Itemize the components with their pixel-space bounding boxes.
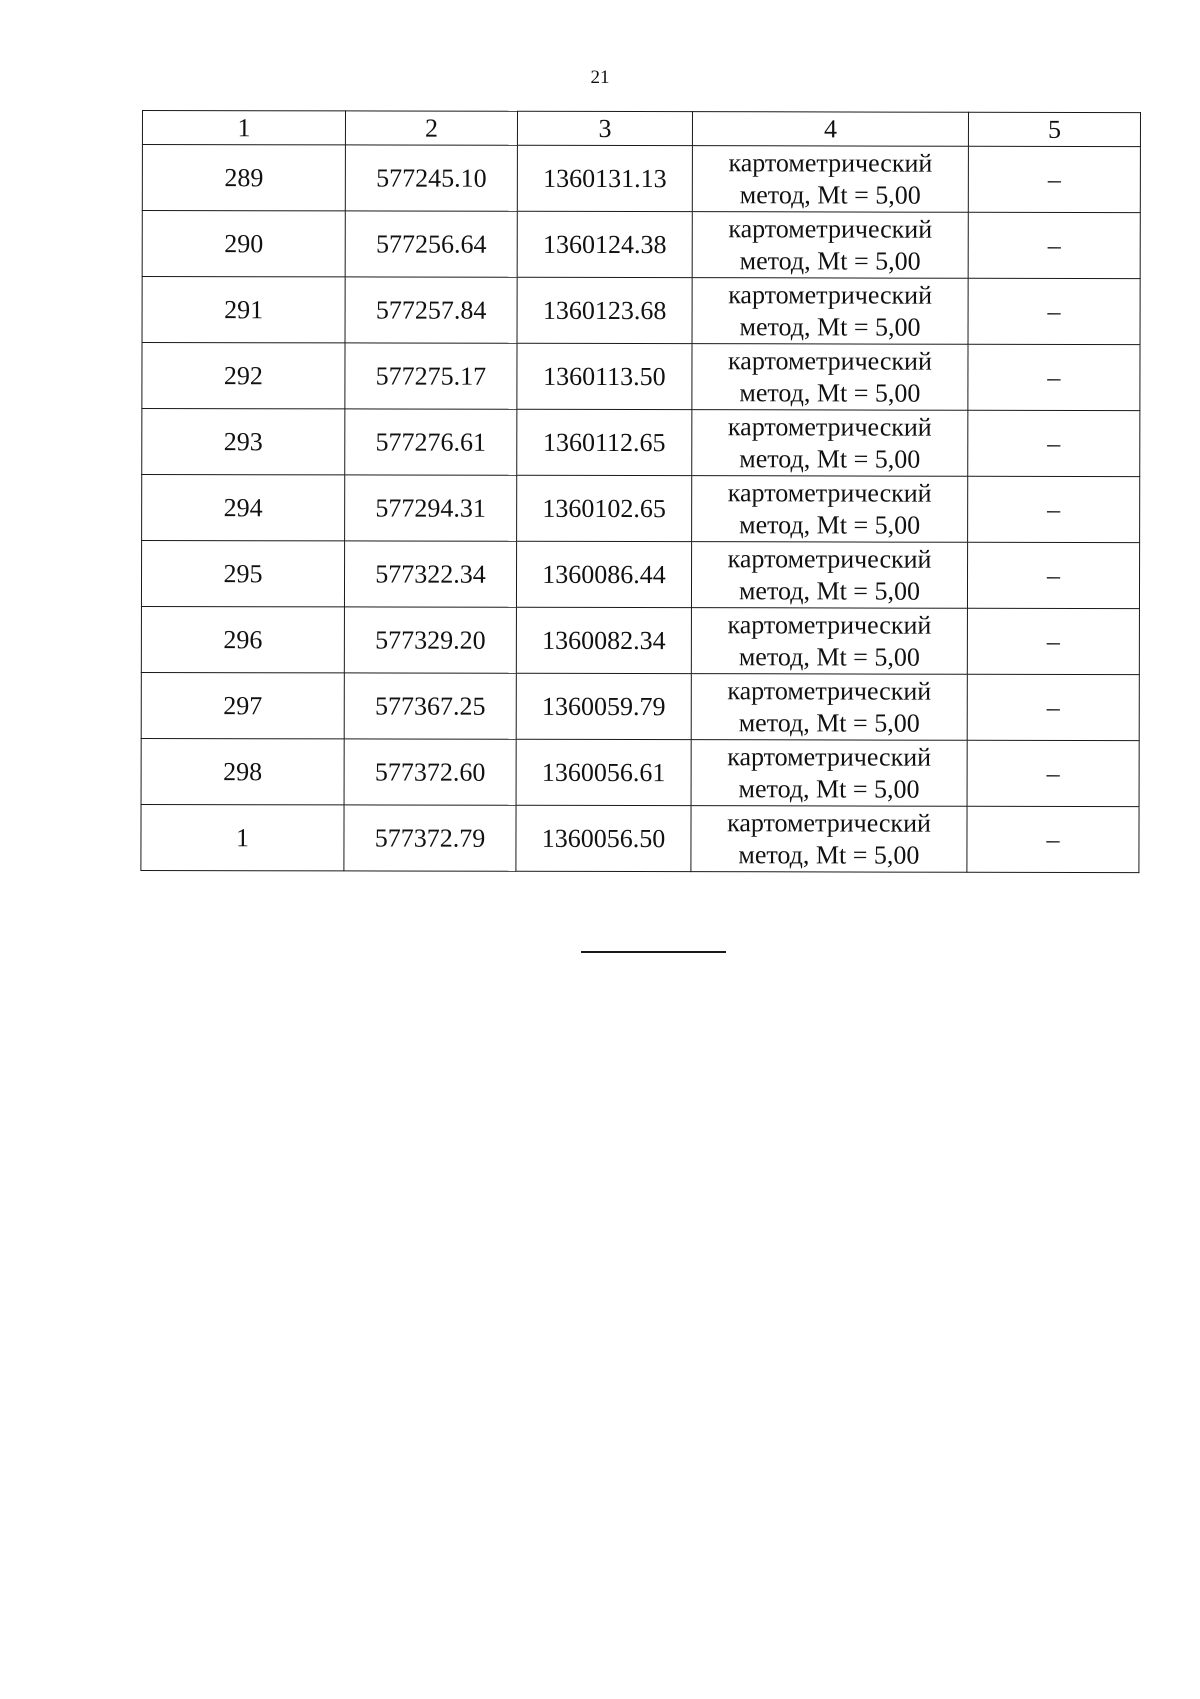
method-line-1: картометрический	[727, 675, 932, 706]
x-coordinate-cell: 577322.34	[344, 541, 516, 607]
column-header-4: 4	[692, 112, 968, 147]
x-coordinate-cell: 577275.17	[345, 343, 517, 409]
table-row	[142, 145, 1140, 213]
table-row	[141, 804, 1139, 872]
method-line-2: метод, Mt = 5,00	[739, 443, 921, 474]
method-line-2: метод, Mt = 5,00	[738, 575, 921, 606]
table-row	[141, 672, 1139, 740]
method-cell	[692, 212, 968, 279]
method-line-1: картометрический	[727, 741, 932, 772]
method-line-2: метод, Mt = 5,00	[739, 179, 921, 210]
method-line-2: метод, Mt = 5,00	[738, 773, 920, 804]
page-number: 21	[590, 67, 610, 88]
method-cell	[691, 608, 967, 675]
point-number-cell: 290	[142, 211, 345, 277]
x-coordinate-cell: 577276.61	[345, 409, 517, 475]
y-coordinate-cell: 1360059.79	[516, 673, 691, 739]
note-cell: –	[968, 476, 1140, 542]
y-coordinate-cell: 1360056.61	[516, 739, 691, 805]
point-number-cell: 1	[141, 804, 344, 870]
x-coordinate-cell: 577257.84	[345, 277, 517, 343]
table-row	[142, 277, 1140, 345]
point-number-cell: 289	[142, 145, 345, 211]
y-coordinate-cell: 1360056.50	[516, 805, 691, 871]
header-row	[142, 111, 1140, 147]
note-cell: –	[968, 212, 1140, 278]
method-line-1: картометрический	[727, 543, 932, 574]
coordinates-table	[140, 110, 1141, 873]
point-number-cell: 294	[142, 475, 345, 541]
table-row	[142, 409, 1140, 477]
method-line-1: картометрический	[727, 609, 932, 640]
method-line-1: картометрический	[728, 147, 933, 178]
note-cell: –	[968, 278, 1140, 344]
method-cell	[692, 476, 968, 543]
point-number-cell: 293	[142, 409, 345, 475]
method-line-2: метод, Mt = 5,00	[739, 311, 921, 342]
method-line-2: метод, Mt = 5,00	[739, 509, 921, 540]
note-cell: –	[967, 674, 1139, 740]
note-cell: –	[967, 542, 1139, 608]
point-number-cell: 291	[142, 277, 345, 343]
method-line-1: картометрический	[727, 807, 931, 838]
method-line-2: метод, Mt = 5,00	[738, 641, 920, 672]
table-header	[142, 111, 1140, 147]
end-of-document-rule	[581, 951, 726, 953]
note-cell: –	[967, 740, 1139, 806]
method-cell	[691, 674, 967, 741]
point-number-cell: 296	[141, 606, 344, 672]
method-cell	[691, 542, 967, 609]
y-coordinate-cell: 1360102.65	[517, 475, 692, 541]
y-coordinate-cell: 1360123.68	[517, 277, 692, 343]
method-line-1: картометрический	[728, 345, 932, 376]
note-cell: –	[967, 806, 1139, 872]
method-line-1: картометрический	[727, 411, 932, 442]
y-coordinate-cell: 1360113.50	[517, 343, 692, 409]
point-number-cell: 298	[141, 738, 344, 804]
x-coordinate-cell: 577372.79	[344, 805, 516, 871]
column-header-5: 5	[968, 112, 1140, 146]
note-cell: –	[967, 608, 1139, 674]
x-coordinate-cell: 577245.10	[345, 145, 517, 211]
y-coordinate-cell: 1360124.38	[517, 211, 692, 277]
method-cell	[692, 410, 968, 477]
y-coordinate-cell: 1360112.65	[517, 409, 692, 475]
table-row	[141, 541, 1139, 609]
method-cell	[692, 344, 968, 411]
note-cell: –	[968, 146, 1140, 212]
column-header-1: 1	[142, 111, 345, 145]
y-coordinate-cell: 1360082.34	[516, 607, 691, 673]
point-number-cell: 292	[142, 343, 345, 409]
x-coordinate-cell: 577256.64	[345, 211, 517, 277]
table-row	[142, 211, 1140, 279]
method-cell	[691, 806, 967, 873]
method-line-2: метод, Mt = 5,00	[739, 377, 921, 408]
table-row	[141, 738, 1139, 806]
y-coordinate-cell: 1360086.44	[516, 541, 691, 607]
table-row	[141, 606, 1139, 674]
x-coordinate-cell: 577367.25	[344, 673, 516, 739]
x-coordinate-cell: 577372.60	[344, 739, 516, 805]
table-body	[141, 145, 1141, 873]
x-coordinate-cell: 577294.31	[345, 475, 517, 541]
point-number-cell: 297	[141, 672, 344, 738]
method-line-1: картометрический	[728, 279, 933, 310]
x-coordinate-cell: 577329.20	[344, 607, 516, 673]
method-line-2: метод, Mt = 5,00	[738, 839, 920, 870]
note-cell: –	[968, 410, 1140, 476]
method-line-1: картометрический	[727, 477, 932, 508]
method-line-1: картометрический	[728, 213, 933, 244]
point-number-cell: 295	[141, 541, 344, 607]
table-row	[142, 343, 1140, 411]
method-line-2: метод, Mt = 5,00	[739, 245, 921, 276]
column-header-2: 2	[345, 111, 517, 145]
column-header-3: 3	[517, 111, 692, 145]
y-coordinate-cell: 1360131.13	[517, 145, 692, 211]
method-cell	[691, 740, 967, 807]
table-row	[142, 475, 1140, 543]
method-line-2: метод, Mt = 5,00	[738, 707, 920, 738]
note-cell: –	[968, 344, 1140, 410]
method-cell	[692, 146, 968, 213]
method-cell	[692, 278, 968, 345]
